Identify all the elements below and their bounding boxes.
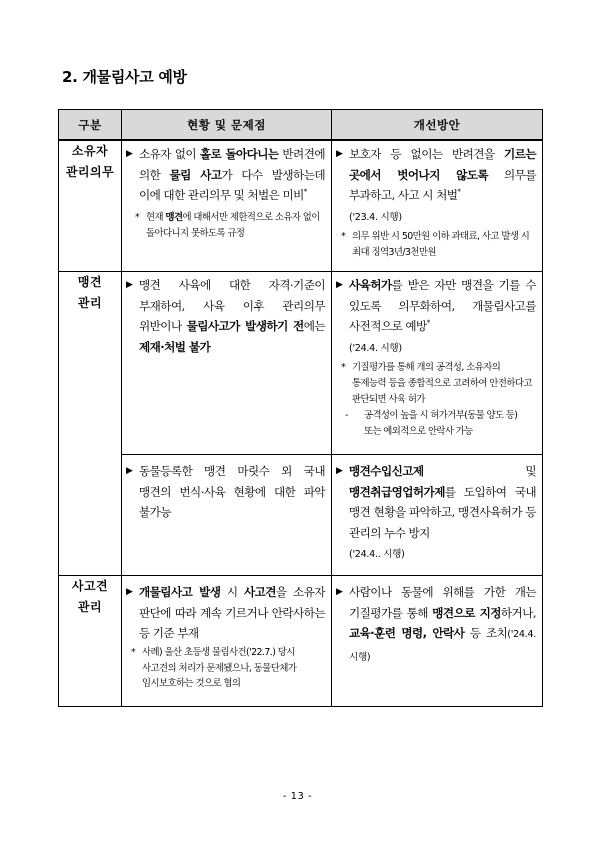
plan-cell [332,576,543,707]
table-row-dangerous-dog [59,272,543,455]
issue-bullet: ▶ 동물등록한 맹견 마릿수 외 국내 맹견의 번식·사육 현황에 대한 파악 불가능 [126,461,325,523]
bullet-arrow-icon: ▶ [336,280,343,290]
category-line: 사고견 [71,579,109,593]
issue-bullet: ▶ 맹견 사육에 대한 자격·기준이 부재하여, 사육 이후 관리의무 위반이나 물림사고가 발생하기 전에는 제재·처벌 불가 [126,275,325,357]
category-line: 관리 [77,600,103,614]
bullet-arrow-icon: ▶ [336,466,343,476]
category-line: 소유자 [71,144,109,158]
header-improvements: 개선방안 [332,110,543,141]
plan-cell [332,272,543,455]
plan-cell [332,455,543,576]
table-row-owner-duty [59,140,543,272]
plan-bullet: ▶ 맹견수입신고제 및 맹견취급영업허가제를 도입하여 국내 맹견 현황을 파악하고, 맹견사육허가 등 관리의 누수 방지 ('24.4.. 시행) [336,461,536,566]
category-cell [59,140,122,272]
bullet-arrow-icon: ▶ [126,280,133,290]
table-header-row [59,110,543,141]
bullet-arrow-icon: ▶ [336,587,343,597]
plan-bullet: ▶ 사육허가를 받은 자만 맹견을 기를 수 있도록 의무화하여, 개물림사고를 사전적으로 예방* ('24.4. 시행) [336,275,536,359]
plan-footnote: * 의무 위반 시 50만원 이하 과태료, 사고 발생 시 최대 징역3년/3천만원 [341,231,530,259]
issue-bullet: ▶ 소유자 없이 홀로 돌아다니는 반려견에 의한 물림 사고가 다수 발생하는데 이에 대한 관리의무 및 처벌은 미비* [126,144,325,206]
plan-bullet: ▶ 보호자 등 없이는 반려견을 기르는 곳에서 벗어나지 않도록 의무를 부과하고, 사고 시 처벌* ('23.4. 시행) [336,144,536,228]
issue-bullet: ▶ 개물림사고 발생 시 사고견을 소유자 판단에 따라 계속 기르거나 안락사하는 등 기준 부재 [126,582,325,644]
issue-cell [122,576,332,707]
issue-cell [122,272,332,455]
plan-cell [332,140,543,272]
header-category: 구분 [59,110,122,141]
issue-cell [122,455,332,576]
header-issues: 현황 및 문제점 [122,110,332,141]
plan-footnote: * 기질평가를 통해 개의 공격성, 소유자의 통제능력 등을 종합적으로 고려하여 안전하다고 판단되면 사육 허가 [341,362,532,405]
table-row-dangerous-dog-2 [59,455,543,576]
bullet-arrow-icon: ▶ [336,149,343,159]
issue-cell [122,140,332,272]
plan-subnote: - 공격성이 높을 시 허가거부(동물 양도 등) 또는 예외적으로 안락사 가능 [345,409,518,437]
category-line: 관리 [77,296,103,310]
bullet-arrow-icon: ▶ [126,149,133,159]
category-line: 맹견 [77,275,103,289]
plan-bullet: ▶ 사람이나 동물에 위해를 가한 개는 기질평가를 통해 맹견으로 지정하거나, 교육·훈련 명령, 안락사 등 조치('24.4. 시행) [336,582,536,668]
category-cell [59,272,122,576]
issue-footnote: * 사례) 울산 초등생 물림사건('22.7.) 당시 사고견의 처리가 문제됐으나, 동물단체가 임시보호하는 것으로 협의 [131,646,297,690]
section-title: 2. 개물림사고 예방 [62,68,187,86]
issue-footnote: * 현재 맹견에 대해서만 제한적으로 소유자 없이 돌아다니지 못하도록 규정 [135,211,320,239]
bullet-arrow-icon: ▶ [126,466,133,476]
page-number: - 13 - [282,791,313,802]
category-line: 관리의무 [65,165,115,179]
category-cell [59,576,122,707]
table-row-incident-dog [59,576,543,707]
comparison-table [58,109,543,707]
bullet-arrow-icon: ▶ [126,587,133,597]
